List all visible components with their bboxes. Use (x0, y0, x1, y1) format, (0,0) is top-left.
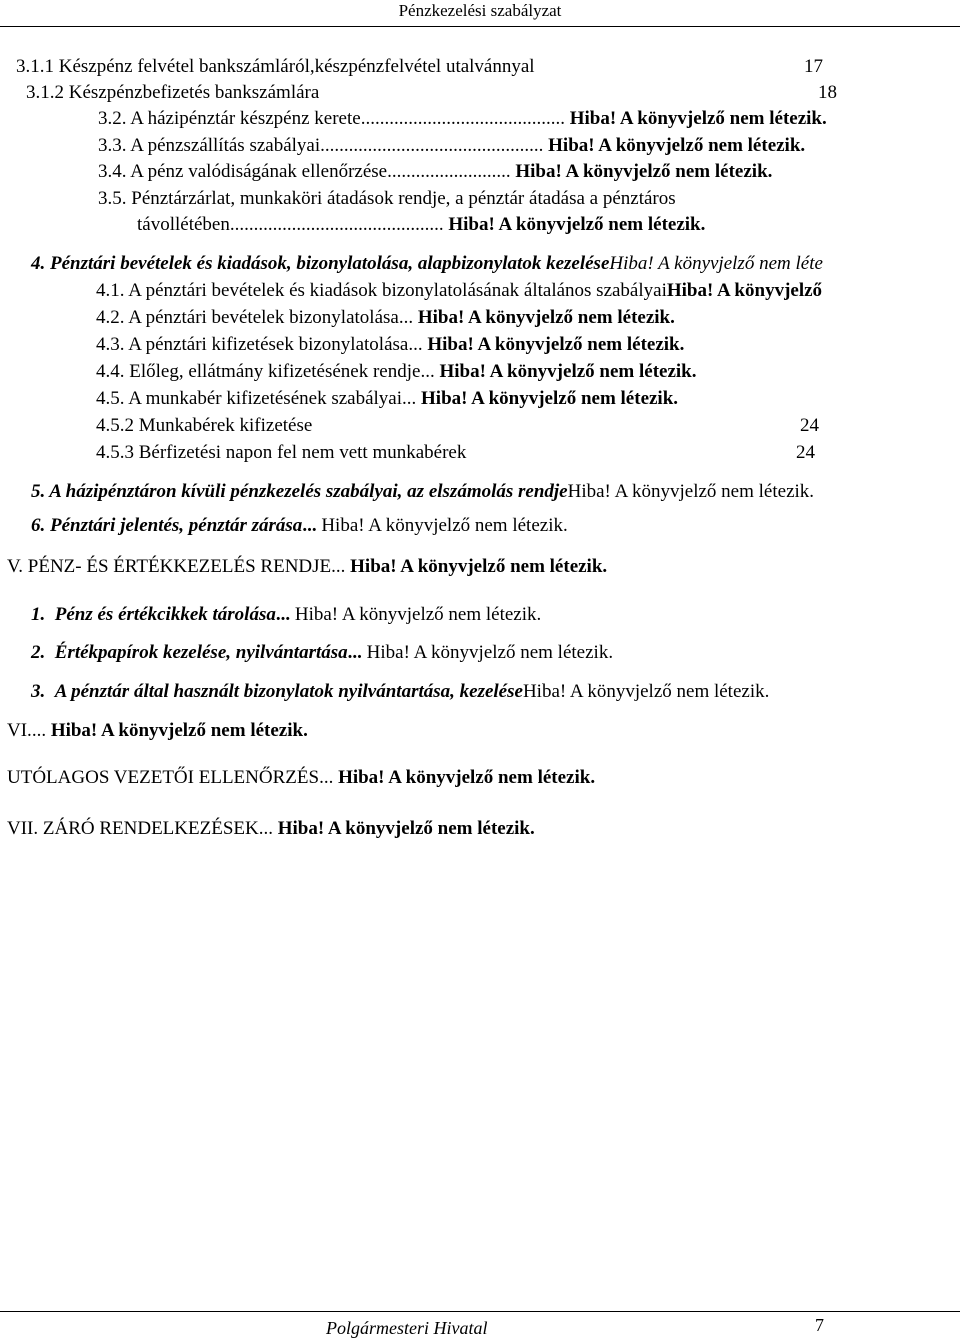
bookmark-error: Hiba! A könyvjelző nem léte (609, 253, 823, 274)
toc-page-number: 24 (800, 415, 819, 436)
bookmark-error: Hiba! A könyvjelző nem létezik. (522, 681, 770, 702)
toc-section-5[interactable]: 5. A házipénztáron kívüli pénzkezelés szabályai, az elszámolás rendjeHiba! A könyvjelző nem létezik. (31, 481, 815, 502)
toc-entry[interactable]: 3.2. A házipénztár készpénz kerete........................................... Hiba! A könyvjelző nem létezik. (98, 108, 827, 129)
toc-page-number: 18 (818, 82, 837, 103)
bookmark-error: Hiba! A könyvjelző nem létezik. (569, 108, 827, 129)
bookmark-error: Hiba! A könyvjelző nem létezik. (321, 515, 568, 536)
page-header: Pénzkezelési szabályzat (398, 1, 562, 20)
bookmark-error: Hiba! A könyvjelző (666, 280, 823, 301)
toc-section-4[interactable]: 4. Pénztári bevételek és kiadások, bizonylatolása, alapbizonylatok kezeléseHiba! A könyvjelző nem léte (31, 253, 823, 274)
toc-entry[interactable]: 3.4. A pénz valódiságának ellenőrzése.......................... Hiba! A könyvjelző nem létezik. (98, 161, 773, 182)
toc-entry[interactable]: 1. Pénz és értékcikkek tárolása... Hiba! A könyvjelző nem létezik. (31, 604, 542, 625)
bookmark-error: Hiba! A könyvjelző nem létezik. (421, 388, 679, 409)
bookmark-error: Hiba! A könyvjelző nem létezik. (50, 720, 308, 741)
header-rule (0, 26, 960, 27)
bookmark-error: Hiba! A könyvjelző nem létezik. (277, 818, 535, 839)
toc-entry[interactable]: 2. Értékpapírok kezelése, nyilvántartása... Hiba! A könyvjelző nem létezik. (31, 642, 614, 663)
toc-chapter-vii[interactable]: VII. ZÁRÓ RENDELKEZÉSEK... Hiba! A könyvjelző nem létezik. (7, 818, 535, 839)
toc-entry[interactable]: 3.1.1 Készpénz felvétel bankszámláról,készpénzfelvétel utalvánnyal (16, 56, 535, 77)
bookmark-error: Hiba! A könyvjelző nem létezik. (338, 767, 596, 788)
bookmark-error: Hiba! A könyvjelző nem létezik. (567, 481, 815, 502)
bookmark-error: Hiba! A könyvjelző nem létezik. (350, 556, 608, 577)
toc-chapter-v[interactable]: V. PÉNZ- ÉS ÉRTÉKKEZELÉS RENDJE... Hiba! A könyvjelző nem létezik. (7, 556, 608, 577)
bookmark-error: Hiba! A könyvjelző nem létezik. (366, 642, 614, 663)
toc-entry[interactable]: 3.5. Pénztárzárlat, munkaköri átadások rendje, a pénztár átadása a pénztáros (98, 188, 676, 209)
toc-chapter-vi[interactable]: VI.... Hiba! A könyvjelző nem létezik. (7, 720, 308, 741)
toc-page-number: 24 (796, 442, 815, 463)
toc-entry-continuation[interactable]: távollétében............................................. Hiba! A könyvjelző nem létezik. (137, 214, 706, 235)
bookmark-error: Hiba! A könyvjelző nem létezik. (515, 161, 773, 182)
bookmark-error: Hiba! A könyvjelző nem létezik. (548, 135, 806, 156)
page-number: 7 (815, 1315, 824, 1335)
toc-entry[interactable]: 4.1. A pénztári bevételek és kiadások bizonylatolásának általános szabályaiHiba! A könyvjelző (96, 280, 823, 301)
footer-rule (0, 1311, 960, 1312)
toc-section-6[interactable]: 6. Pénztári jelentés, pénztár zárása... Hiba! A könyvjelző nem létezik. (31, 515, 568, 536)
bookmark-error: Hiba! A könyvjelző nem létezik. (448, 214, 706, 235)
toc-entry[interactable]: 4.5. A munkabér kifizetésének szabályai... Hiba! A könyvjelző nem létezik. (96, 388, 679, 409)
toc-entry[interactable]: 4.3. A pénztári kifizetések bizonylatolása... Hiba! A könyvjelző nem létezik. (96, 334, 685, 355)
bookmark-error: Hiba! A könyvjelző nem létezik. (294, 604, 542, 625)
footer-organization: Polgármesteri Hivatal (326, 1318, 488, 1338)
toc-entry[interactable]: 4.5.2 Munkabérek kifizetése (96, 415, 313, 436)
toc-entry[interactable]: 4.2. A pénztári bevételek bizonylatolása... Hiba! A könyvjelző nem létezik. (96, 307, 675, 328)
toc-entry[interactable]: 4.5.3 Bérfizetési napon fel nem vett munkabérek (96, 442, 467, 463)
bookmark-error: Hiba! A könyvjelző nem létezik. (439, 361, 697, 382)
toc-chapter-review[interactable]: UTÓLAGOS VEZETŐI ELLENŐRZÉS... Hiba! A könyvjelző nem létezik. (7, 767, 596, 788)
bookmark-error: Hiba! A könyvjelző nem létezik. (427, 334, 685, 355)
toc-entry[interactable]: 3. A pénztár által használt bizonylatok nyilvántartása, kezeléseHiba! A könyvjelző nem létezik. (31, 681, 770, 702)
bookmark-error: Hiba! A könyvjelző nem létezik. (417, 307, 675, 328)
toc-entry[interactable]: 3.3. A pénzszállítás szabályai............................................... Hiba! A könyvjelző nem létezik. (98, 135, 806, 156)
toc-entry[interactable]: 4.4. Előleg, ellátmány kifizetésének rendje... Hiba! A könyvjelző nem létezik. (96, 361, 697, 382)
toc-entry[interactable]: 3.1.2 Készpénzbefizetés bankszámlára (26, 82, 320, 103)
toc-page-number: 17 (804, 56, 823, 77)
